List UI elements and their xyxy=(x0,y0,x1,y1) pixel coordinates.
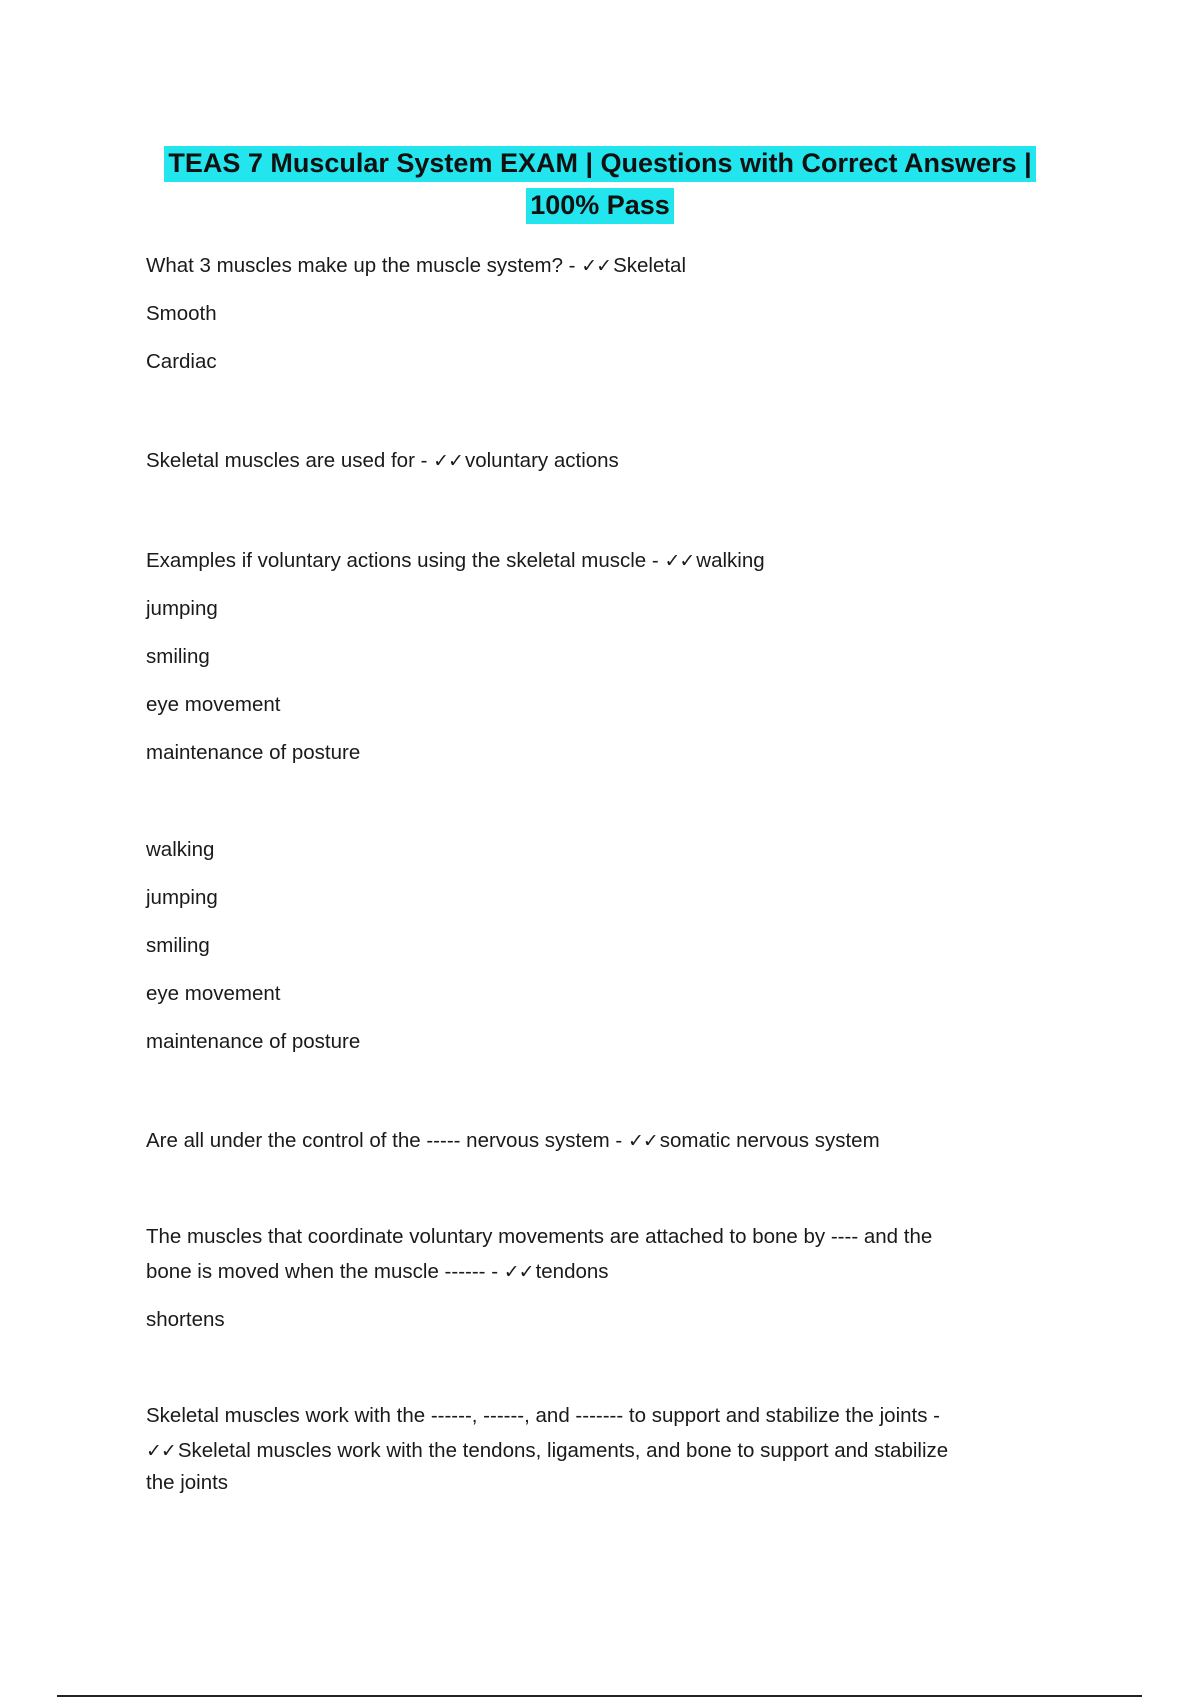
qa-3-answer-line: jumping xyxy=(146,886,218,909)
footer-divider xyxy=(57,1695,1142,1697)
qa-6-answer-line xyxy=(146,1434,948,1468)
check-mark-icon: ✓✓ xyxy=(664,550,695,572)
qa-1-question: What 3 muscles make up the muscle system? - xyxy=(146,254,582,277)
check-mark-icon: ✓✓ xyxy=(433,450,463,472)
qa-4-answer: somatic nervous system xyxy=(659,1129,880,1152)
document-title xyxy=(140,142,1060,226)
qa-4-question-line xyxy=(146,1124,880,1158)
qa-2-question-line xyxy=(146,444,619,478)
title-line-1: TEAS 7 Muscular System EXAM | Questions with Correct Answers | xyxy=(164,146,1035,182)
qa-5-question-line xyxy=(146,1255,609,1289)
qa-3-question-line xyxy=(146,544,765,578)
check-mark-icon: ✓✓ xyxy=(581,255,612,277)
qa-3-answer-line: eye movement xyxy=(146,693,281,716)
qa-3-answer: walking xyxy=(696,549,765,572)
qa-6-question-line: Skeletal muscles work with the ------, ------, and ------- to support and stabilize the joints - xyxy=(146,1404,941,1427)
qa-3-answer-line: maintenance of posture xyxy=(146,741,361,764)
check-mark-icon: ✓✓ xyxy=(503,1261,534,1283)
check-mark-icon: ✓✓ xyxy=(627,1130,658,1152)
qa-3-answer-line: smiling xyxy=(146,645,210,668)
qa-5-answer: tendons xyxy=(535,1260,609,1283)
qa-3-answer-line: walking xyxy=(146,838,215,861)
qa-2-question: Skeletal muscles are used for - xyxy=(146,449,434,472)
qa-3-answer-line: maintenance of posture xyxy=(146,1030,361,1053)
qa-6-answer-line: the joints xyxy=(146,1471,229,1494)
qa-3-question: Examples if voluntary actions using the skeletal muscle - xyxy=(146,549,665,572)
qa-5-answer-line: shortens xyxy=(146,1308,225,1331)
qa-3-answer-line: jumping xyxy=(146,597,218,620)
qa-1-answer: Skeletal xyxy=(613,254,686,277)
qa-5-question: bone is moved when the muscle ------ - xyxy=(146,1260,504,1283)
qa-1-question-line xyxy=(146,249,686,283)
qa-2-answer: voluntary actions xyxy=(464,449,619,472)
qa-1-answer-line: Cardiac xyxy=(146,350,217,373)
qa-1-answer-line: Smooth xyxy=(146,302,217,325)
qa-3-answer-line: smiling xyxy=(146,934,210,957)
qa-4-question: Are all under the control of the ----- nervous system - xyxy=(146,1129,628,1152)
check-mark-icon: ✓✓ xyxy=(146,1440,176,1462)
qa-6-answer: Skeletal muscles work with the tendons, ligaments, and bone to support and stabilize xyxy=(177,1439,949,1462)
qa-5-question-line: The muscles that coordinate voluntary movements are attached to bone by ---- and the xyxy=(146,1225,933,1248)
qa-3-answer-line: eye movement xyxy=(146,982,281,1005)
title-line-2: 100% Pass xyxy=(526,188,674,224)
